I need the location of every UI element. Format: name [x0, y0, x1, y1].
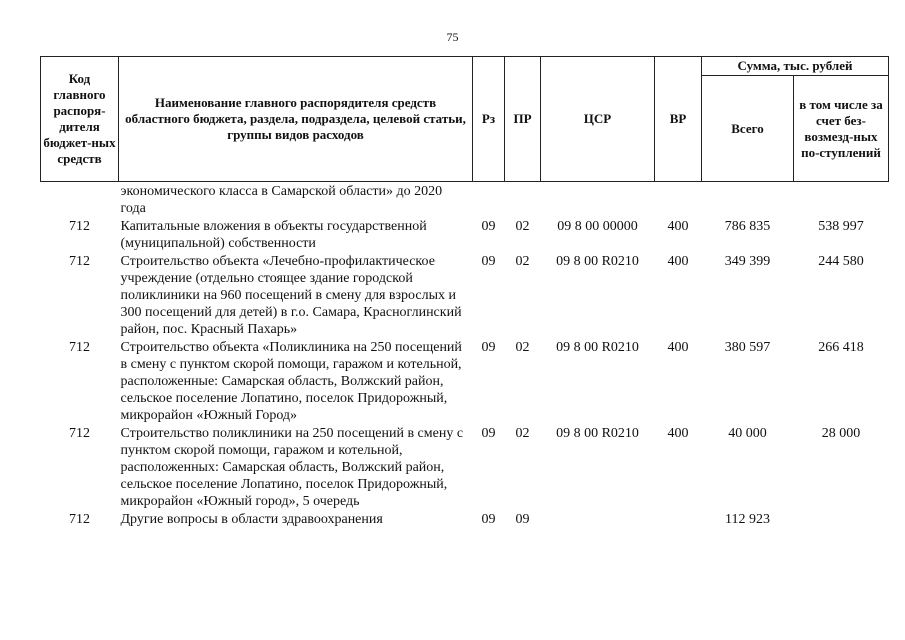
cell-pr: 02 — [515, 254, 530, 269]
cell-incl: 266 418 — [818, 340, 864, 355]
table-row — [41, 510, 889, 528]
header-rz: Рз — [473, 57, 505, 182]
cell-pr: 02 — [515, 219, 530, 234]
cell-total: 349 399 — [724, 254, 771, 269]
cell-rz: 09 — [481, 254, 496, 269]
cell-incl: 538 997 — [818, 219, 864, 234]
table-row — [41, 217, 889, 252]
cell-name: Другие вопросы в области здравоохранения — [120, 512, 383, 527]
cell-code: 712 — [69, 254, 90, 269]
cell-name: экономического класса в Самарской области» до 2020 года — [120, 184, 443, 216]
cell-csr: 09 8 00 R0210 — [556, 426, 639, 441]
table-row — [41, 252, 889, 338]
header-pr: ПР — [505, 57, 541, 182]
cell-total: 786 835 — [724, 219, 771, 234]
cell-vr: 400 — [667, 426, 689, 441]
cell-code: 712 — [69, 340, 90, 355]
cell-code: 712 — [69, 512, 90, 527]
cell-csr: 09 8 00 R0210 — [556, 254, 639, 269]
cell-vr — [655, 182, 702, 218]
cell-incl — [794, 182, 889, 218]
budget-table — [40, 56, 889, 528]
cell-rz: 09 — [481, 426, 496, 441]
cell-rz: 09 — [481, 512, 496, 527]
cell-csr: 09 8 00 00000 — [557, 219, 638, 234]
header-sum-group: Сумма, тыс. рублей — [702, 57, 889, 76]
cell-name: Строительство поликлиники на 250 посещений в смену с пунктом скорой помощи, гаражом и котельной, расположенных: Самарская область, Волжский район, сельское поселение Лопатино, поселок Придорожный, микрорайон «Южный город», 5 очередь — [120, 426, 464, 509]
header-vr: ВР — [655, 57, 702, 182]
cell-vr — [655, 510, 702, 528]
cell-total — [702, 182, 794, 218]
cell-total: 380 597 — [724, 340, 771, 355]
cell-code: 712 — [69, 426, 90, 441]
header-incl: в том числе за счет без-возмезд-ных по-ступлений — [794, 76, 889, 182]
cell-pr: 09 — [515, 512, 530, 527]
table-row — [41, 424, 889, 510]
cell-incl: 28 000 — [821, 426, 861, 441]
cell-name: Строительство объекта «Поликлиника на 250 посещений в смену с пунктом скорой помощи, гаражом и котельной, расположенные: Самарская область, Волжский район, сельское поселение Лопатино, поселок Придорожный, микрорайон «Южный Город» — [120, 340, 462, 423]
cell-incl: 244 580 — [818, 254, 864, 269]
table-row — [41, 182, 889, 218]
cell-rz: 09 — [481, 219, 496, 234]
header-csr: ЦСР — [541, 57, 655, 182]
cell-name: Капитальные вложения в объекты государственной (муниципальной) собственности — [120, 219, 427, 251]
cell-csr: 09 8 00 R0210 — [556, 340, 639, 355]
header-total: Всего — [702, 76, 794, 182]
cell-csr — [541, 510, 655, 528]
cell-code — [41, 182, 119, 218]
cell-total: 40 000 — [728, 426, 767, 441]
header-name: Наименование главного распорядителя средств областного бюджета, раздела, подраздела, целевой статьи, группы видов расходов — [119, 57, 473, 182]
cell-pr: 02 — [515, 426, 530, 441]
header-code: Код главного распоря-дителя бюджет-ных средств — [41, 57, 119, 182]
cell-total: 112 923 — [725, 512, 770, 527]
table-row — [41, 338, 889, 424]
cell-incl — [794, 510, 889, 528]
cell-name: Строительство объекта «Лечебно-профилактическое учреждение (отдельно стоящее здание городской поликлиники на 960 посещений в смену для взрослых и 300 посещений для детей) в г.о. Самара, Красноглинский район, пос. Красный Пахарь» — [120, 254, 462, 337]
page-number: 75 — [446, 30, 459, 44]
cell-vr: 400 — [667, 219, 689, 234]
cell-pr — [505, 182, 541, 218]
cell-rz — [473, 182, 505, 218]
cell-vr: 400 — [667, 340, 689, 355]
cell-csr — [541, 182, 655, 218]
cell-pr: 02 — [515, 340, 530, 355]
cell-vr: 400 — [667, 254, 689, 269]
table-header — [41, 57, 889, 182]
cell-rz: 09 — [481, 340, 496, 355]
cell-code: 712 — [69, 219, 90, 234]
